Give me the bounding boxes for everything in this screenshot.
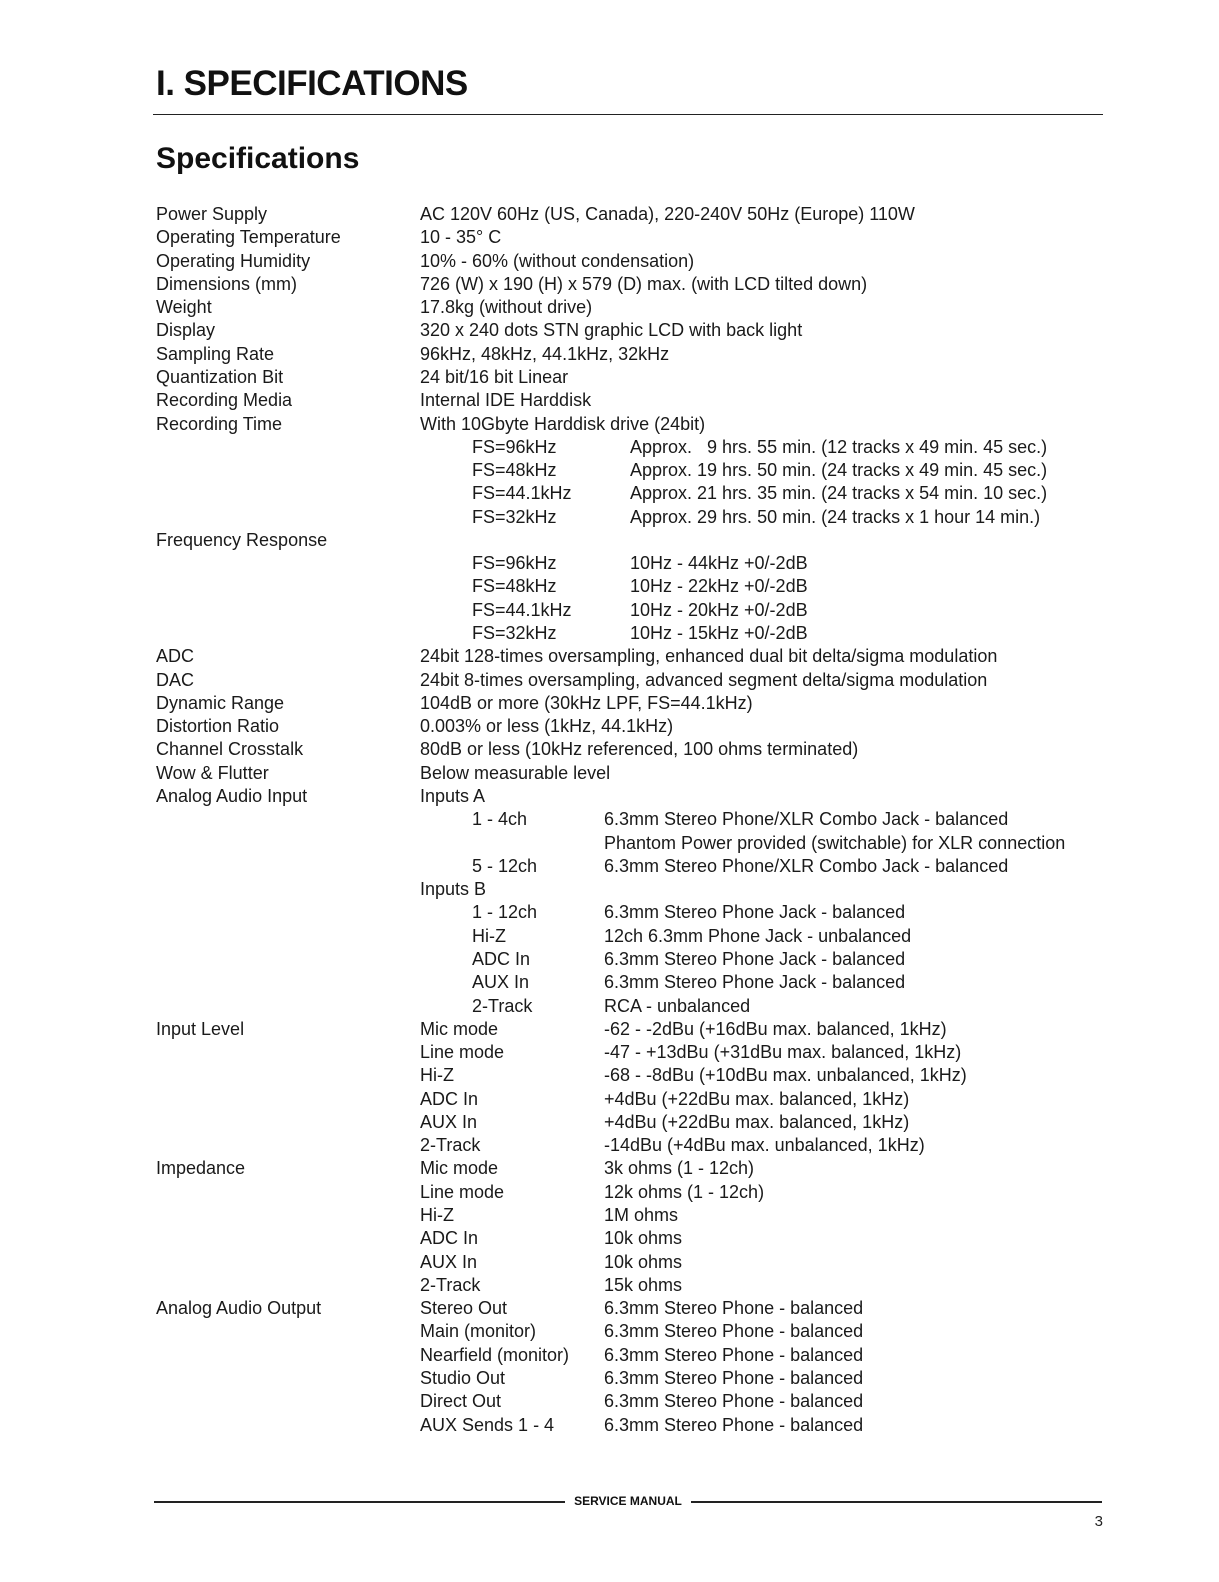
spec-row: [0, 1064, 1219, 1087]
spec-detail: 6.3mm Stereo Phone - balanced: [604, 1368, 864, 1388]
spec-row: [0, 1344, 1219, 1367]
spec-detail: -14dBu (+4dBu max. unbalanced, 1kHz): [604, 1135, 925, 1156]
spec-detail: Approx. 9 hrs. 55 min. (12 tracks x 49 min. 45 sec.): [630, 436, 1048, 457]
spec-label: Power Supply: [156, 204, 268, 224]
spec-value: Hi-Z: [420, 1065, 454, 1086]
spec-subitem: FS=48kHz: [472, 460, 557, 481]
spec-detail: 6.3mm Stereo Phone Jack - balanced: [604, 948, 906, 969]
spec-subitem: FS=96kHz: [472, 436, 557, 457]
spec-row: [0, 995, 1219, 1018]
spec-value: AUX In: [420, 1251, 478, 1272]
spec-detail: 1M ohms: [604, 1205, 679, 1226]
spec-subitem: 1 - 12ch: [472, 902, 538, 923]
spec-value: Studio Out: [420, 1368, 506, 1388]
spec-detail: -68 - -8dBu (+10dBu max. unbalanced, 1kHz): [604, 1065, 967, 1086]
spec-row: [0, 1157, 1219, 1180]
spec-row: [0, 1274, 1219, 1297]
spec-detail: 6.3mm Stereo Phone Jack - balanced: [604, 972, 906, 993]
spec-subitem: Hi-Z: [472, 925, 506, 946]
spec-detail: 15k ohms: [604, 1274, 683, 1295]
spec-detail: Approx. 19 hrs. 50 min. (24 tracks x 49 min. 45 sec.): [630, 460, 1048, 481]
section-title: Specifications: [156, 142, 360, 175]
spec-value: ADC In: [420, 1228, 479, 1249]
spec-value: Mic mode: [420, 1018, 499, 1039]
spec-row: [0, 552, 1219, 575]
spec-value: 96kHz, 48kHz, 44.1kHz, 32kHz: [420, 343, 670, 364]
spec-row: [0, 1414, 1219, 1437]
spec-subitem: ADC In: [472, 948, 531, 969]
spec-value: Line mode: [420, 1181, 505, 1202]
spec-detail: 10Hz - 20kHz +0/-2dB: [630, 599, 808, 620]
spec-row: [0, 389, 1219, 412]
spec-value: Inputs B: [420, 879, 487, 900]
spec-value: Internal IDE Harddisk: [420, 390, 592, 411]
spec-detail: Approx. 21 hrs. 35 min. (24 tracks x 54 min. 10 sec.): [630, 483, 1048, 504]
spec-detail: 6.3mm Stereo Phone/XLR Combo Jack - balanced: [604, 809, 1009, 830]
spec-row: [0, 1367, 1219, 1390]
spec-row: [0, 343, 1219, 366]
spec-row: [0, 1041, 1219, 1064]
spec-detail: -47 - +13dBu (+31dBu max. balanced, 1kHz): [604, 1042, 962, 1063]
spec-row: [0, 413, 1219, 436]
spec-detail: Approx. 29 hrs. 50 min. (24 tracks x 1 hour 14 min.): [630, 506, 1041, 527]
spec-value: 24bit 128-times oversampling, enhanced dual bit delta/sigma modulation: [420, 646, 998, 667]
spec-label: DAC: [156, 669, 195, 690]
spec-row: [0, 1251, 1219, 1274]
footer-rule-right: [691, 1501, 1102, 1503]
spec-row: [0, 319, 1219, 342]
spec-detail: 10k ohms: [604, 1228, 683, 1249]
spec-label: Dynamic Range: [156, 692, 285, 713]
page-title: I. SPECIFICATIONS: [156, 64, 468, 103]
spec-subitem: 2-Track: [472, 995, 533, 1016]
spec-detail: +4dBu (+22dBu max. balanced, 1kHz): [604, 1088, 910, 1109]
spec-label: Distortion Ratio: [156, 716, 280, 737]
spec-detail: 6.3mm Stereo Phone - balanced: [604, 1298, 864, 1319]
spec-label: Recording Time: [156, 413, 283, 434]
spec-row: [0, 855, 1219, 878]
spec-label: Sampling Rate: [156, 343, 275, 364]
spec-detail: 10Hz - 15kHz +0/-2dB: [630, 623, 808, 644]
page-number: 3: [1094, 1513, 1103, 1530]
spec-subitem: FS=32kHz: [472, 506, 557, 527]
spec-row: [0, 1227, 1219, 1250]
spec-value: 10% - 60% (without condensation): [420, 250, 695, 271]
spec-row: [0, 459, 1219, 482]
spec-value: With 10Gbyte Harddisk drive (24bit): [420, 413, 706, 434]
spec-value: 2-Track: [420, 1135, 481, 1156]
spec-label: Wow & Flutter: [156, 762, 269, 783]
spec-value: 24bit 8-times oversampling, advanced segment delta/sigma modulation: [420, 669, 988, 690]
spec-label: Channel Crosstalk: [156, 739, 304, 760]
spec-value: 17.8kg (without drive): [420, 297, 593, 318]
spec-detail: 10k ohms: [604, 1251, 683, 1272]
spec-subitem: FS=44.1kHz: [472, 483, 572, 504]
spec-row: [0, 1204, 1219, 1227]
spec-row: [0, 669, 1219, 692]
spec-label: Analog Audio Output: [156, 1298, 322, 1319]
spec-row: [0, 482, 1219, 505]
spec-row: [0, 1088, 1219, 1111]
spec-row: [0, 1297, 1219, 1320]
spec-detail: 6.3mm Stereo Phone Jack - balanced: [604, 902, 906, 923]
spec-row: [0, 1134, 1219, 1157]
spec-detail: 12k ohms (1 - 12ch): [604, 1181, 765, 1202]
spec-value: 726 (W) x 190 (H) x 579 (D) max. (with LCD tilted down): [420, 273, 868, 294]
spec-row: [0, 1181, 1219, 1204]
spec-row: [0, 808, 1219, 831]
spec-row: [0, 738, 1219, 761]
spec-subitem: FS=48kHz: [472, 576, 557, 597]
spec-detail: 6.3mm Stereo Phone - balanced: [604, 1414, 864, 1435]
spec-subitem: 1 - 4ch: [472, 809, 528, 830]
spec-value: 80dB or less (10kHz referenced, 100 ohms terminated): [420, 739, 859, 760]
spec-value: Nearfield (monitor): [420, 1344, 570, 1365]
spec-row: [0, 901, 1219, 924]
spec-value: AUX Sends 1 - 4: [420, 1414, 555, 1435]
spec-row: [0, 971, 1219, 994]
spec-subitem: FS=32kHz: [472, 623, 557, 644]
spec-detail: 6.3mm Stereo Phone - balanced: [604, 1321, 864, 1342]
spec-row: [0, 622, 1219, 645]
spec-value: Main (monitor): [420, 1321, 537, 1342]
spec-subitem: 5 - 12ch: [472, 855, 538, 876]
spec-label: Recording Media: [156, 390, 293, 411]
spec-value: AC 120V 60Hz (US, Canada), 220-240V 50Hz (Europe) 110W: [420, 204, 915, 224]
spec-row: [0, 1018, 1219, 1041]
spec-row: [0, 296, 1219, 319]
spec-row: [0, 832, 1219, 855]
spec-value: 2-Track: [420, 1274, 481, 1295]
spec-detail: 6.3mm Stereo Phone - balanced: [604, 1391, 864, 1412]
spec-value: Stereo Out: [420, 1298, 508, 1319]
spec-detail: 6.3mm Stereo Phone - balanced: [604, 1344, 864, 1365]
spec-row: [0, 226, 1219, 249]
spec-value: Hi-Z: [420, 1205, 454, 1226]
spec-detail: 10Hz - 22kHz +0/-2dB: [630, 576, 808, 597]
spec-value: 24 bit/16 bit Linear: [420, 366, 569, 387]
spec-value: Below measurable level: [420, 762, 611, 783]
spec-value: Mic mode: [420, 1158, 499, 1179]
spec-row: [0, 715, 1219, 738]
spec-value: 0.003% or less (1kHz, 44.1kHz): [420, 716, 674, 737]
spec-value: Direct Out: [420, 1391, 502, 1412]
spec-label: Operating Humidity: [156, 250, 311, 271]
spec-value: Line mode: [420, 1042, 505, 1063]
spec-row: [0, 1111, 1219, 1134]
spec-label: Input Level: [156, 1018, 245, 1039]
spec-subitem: AUX In: [472, 972, 530, 993]
spec-row: [0, 785, 1219, 808]
spec-row: [0, 762, 1219, 785]
spec-detail: 12ch 6.3mm Phone Jack - unbalanced: [604, 925, 912, 946]
spec-subitem: FS=44.1kHz: [472, 599, 572, 620]
spec-label: Impedance: [156, 1158, 246, 1179]
footer-label: SERVICE MANUAL: [574, 1494, 682, 1508]
spec-row: [0, 948, 1219, 971]
spec-label: Analog Audio Input: [156, 786, 308, 806]
spec-label: ADC: [156, 646, 195, 667]
spec-detail: 6.3mm Stereo Phone/XLR Combo Jack - balanced: [604, 855, 1009, 876]
spec-value: AUX In: [420, 1111, 478, 1132]
spec-row: [0, 436, 1219, 459]
spec-row: [0, 273, 1219, 296]
spec-subitem: FS=96kHz: [472, 553, 557, 574]
spec-detail: Phantom Power provided (switchable) for XLR connection: [604, 832, 1066, 853]
spec-label: Frequency Response: [156, 529, 328, 550]
spec-row: [0, 575, 1219, 598]
spec-label: Weight: [156, 297, 212, 318]
spec-detail: -62 - -2dBu (+16dBu max. balanced, 1kHz): [604, 1018, 947, 1039]
spec-row: [0, 925, 1219, 948]
spec-row: [0, 878, 1219, 901]
spec-value: 320 x 240 dots STN graphic LCD with back light: [420, 320, 803, 341]
spec-row: [0, 599, 1219, 622]
footer-rule-left: [154, 1501, 565, 1503]
spec-label: Dimensions (mm): [156, 273, 298, 294]
spec-row: [0, 366, 1219, 389]
spec-value: ADC In: [420, 1088, 479, 1109]
spec-label: Operating Temperature: [156, 227, 341, 248]
spec-row: [0, 645, 1219, 668]
spec-row: [0, 506, 1219, 529]
spec-detail: +4dBu (+22dBu max. balanced, 1kHz): [604, 1111, 910, 1132]
spec-value: Inputs A: [420, 786, 486, 806]
spec-detail: 3k ohms (1 - 12ch): [604, 1158, 755, 1179]
spec-label: Display: [156, 320, 216, 341]
spec-value: 10 - 35° C: [420, 227, 502, 248]
spec-row: [0, 1320, 1219, 1343]
spec-row: [0, 250, 1219, 273]
spec-detail: RCA - unbalanced: [604, 995, 751, 1016]
spec-row: [0, 529, 1219, 552]
spec-label: Quantization Bit: [156, 366, 284, 387]
spec-row: [0, 1390, 1219, 1413]
spec-row: [0, 692, 1219, 715]
spec-detail: 10Hz - 44kHz +0/-2dB: [630, 553, 808, 574]
spec-value: 104dB or more (30kHz LPF, FS=44.1kHz): [420, 692, 753, 713]
spec-row: [0, 203, 1219, 226]
